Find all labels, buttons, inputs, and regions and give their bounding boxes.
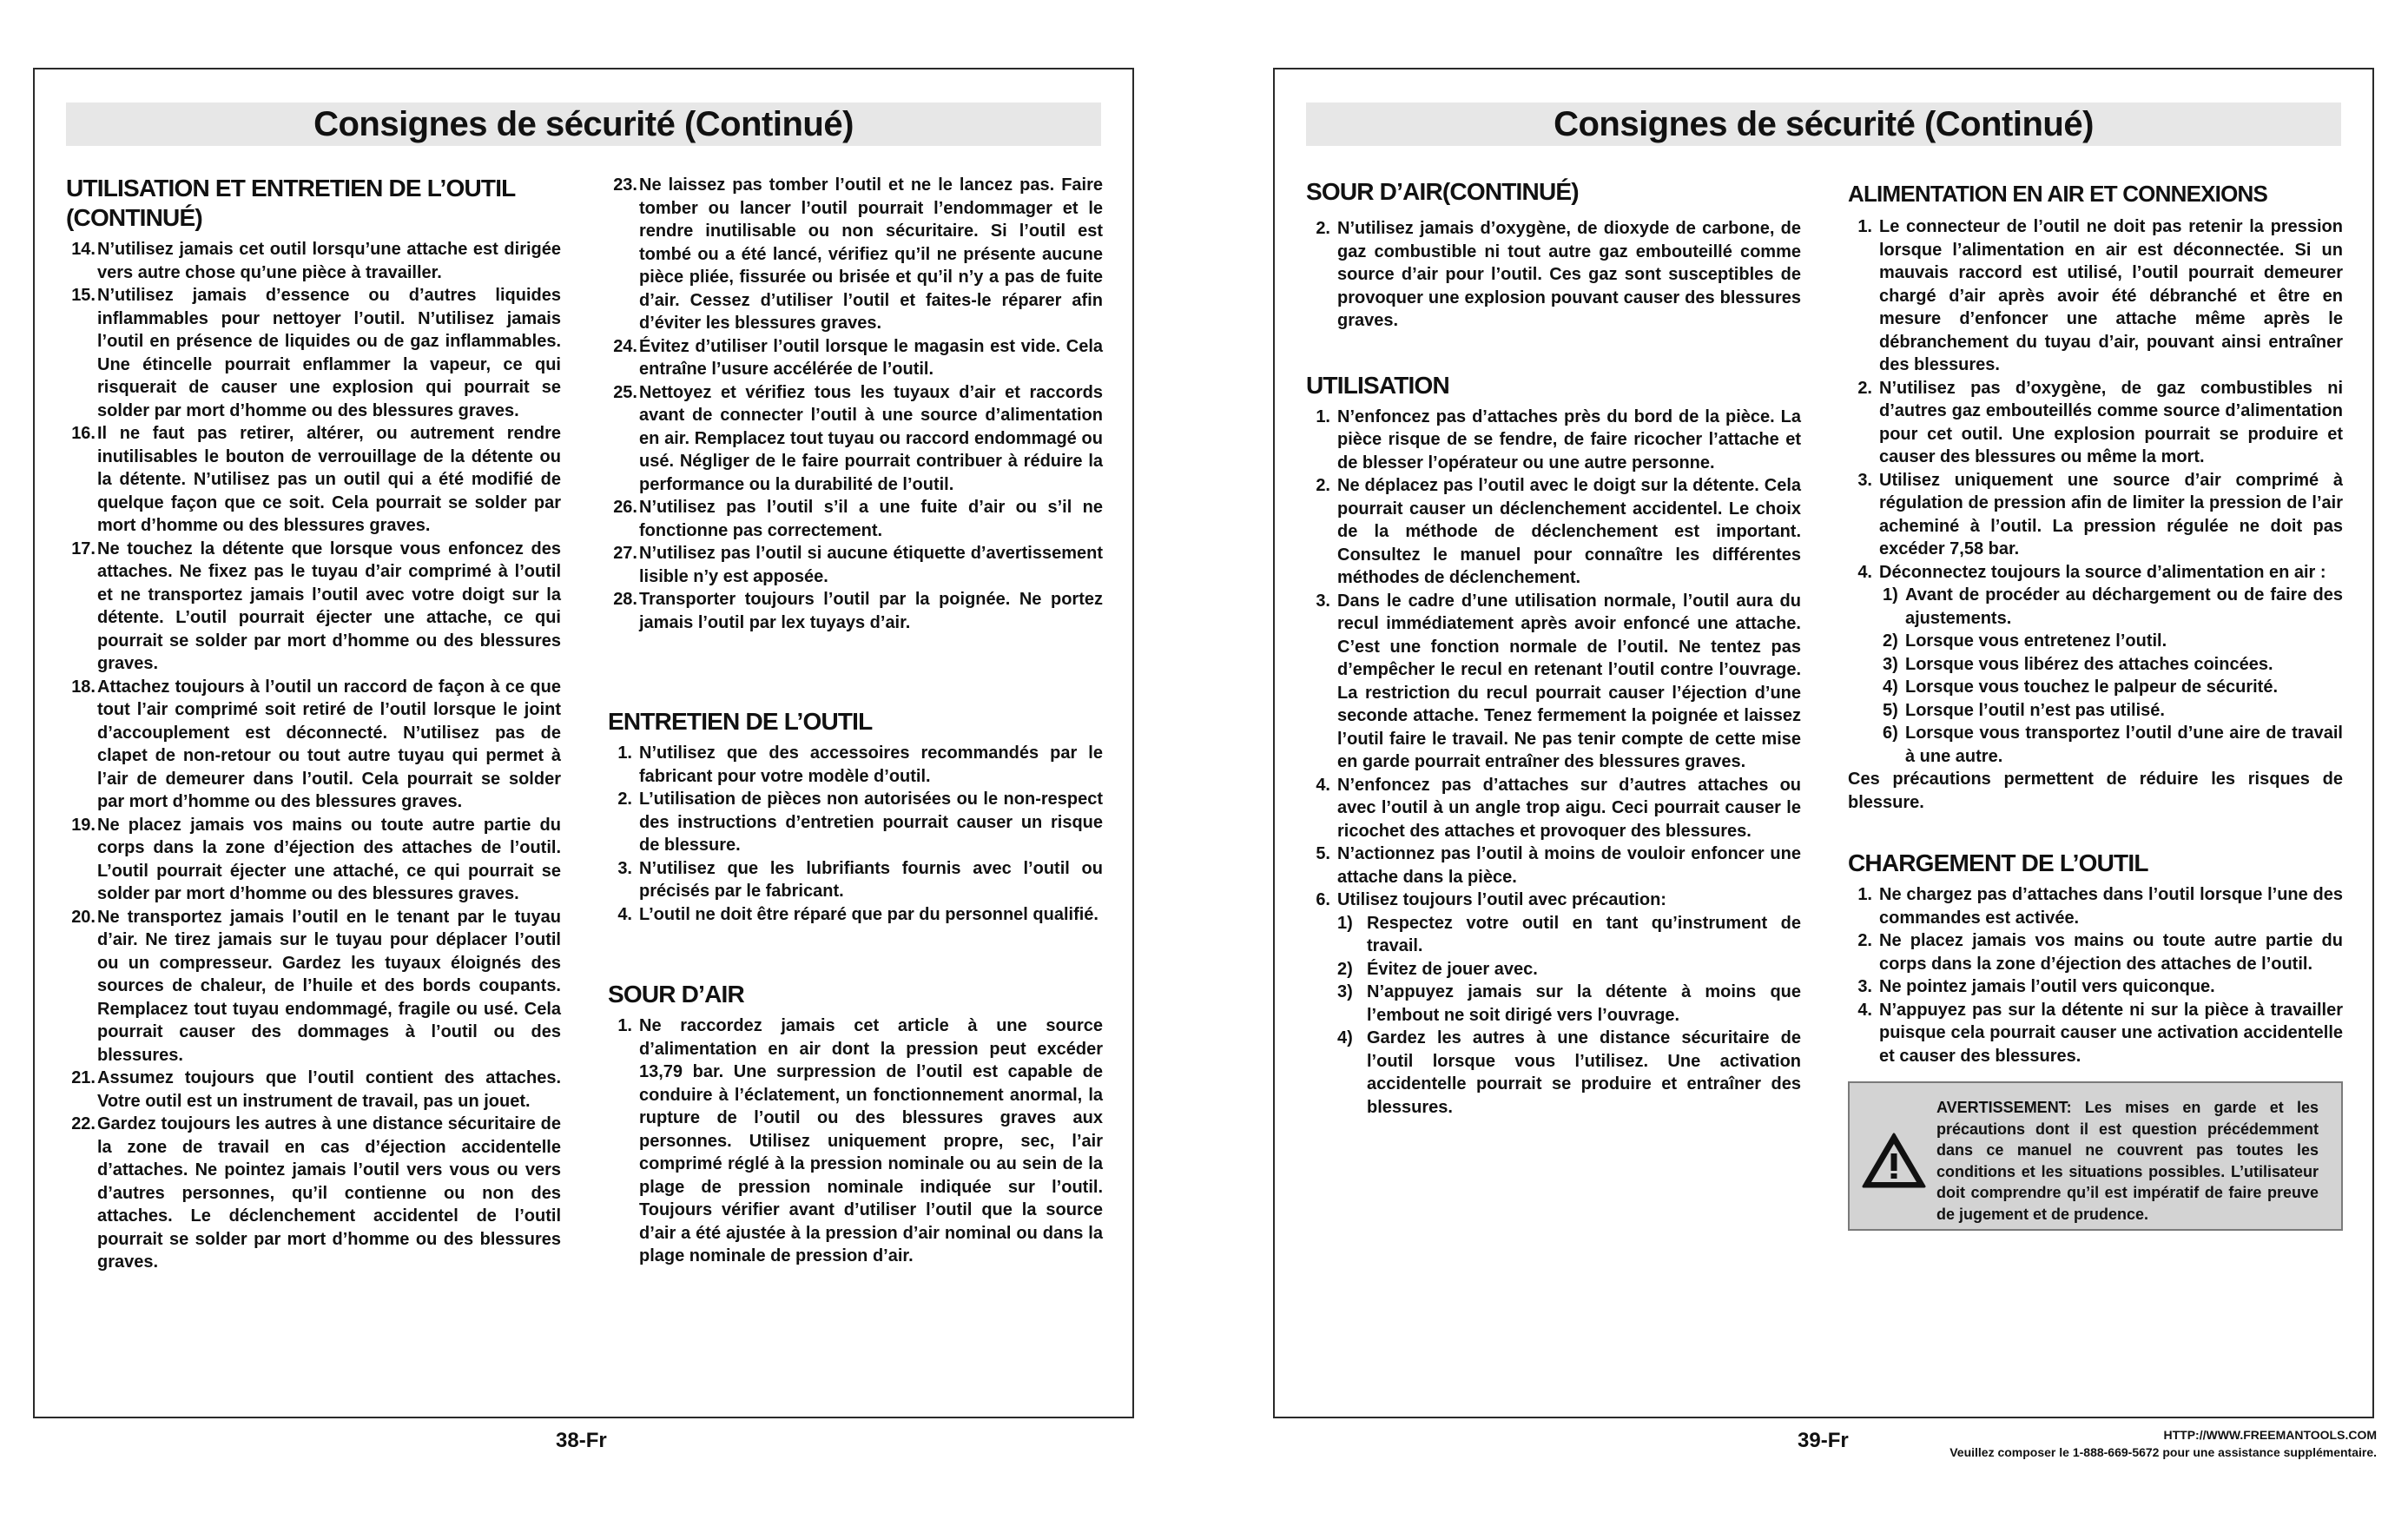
alimentation-sublist — [1848, 584, 2343, 768]
utilisation-list — [1306, 406, 1801, 912]
section-title-utilisation-entretien: UTILISATION ET ENTRETIEN DE L’OUTIL (CONTINUÉ) — [66, 175, 515, 231]
list-item: 5. N’actionnez pas l’outil à moins de vouloir enfoncer une attache dans la pièce. — [1316, 844, 1801, 887]
left-column-2 — [608, 174, 1103, 1268]
list-item: 22. Gardez toujours les autres à une distance sécuritaire de la zone de travail en cas d’éjection accidentelle d’attaches. Ne pointez jamais l’outil vers vous ou vers d’autres personnes, qu’il contienne ou non des attaches. Le déclenchement accidentel de l’outil pourrait se solder par mort d’homme ou des blessures graves. — [71, 1114, 561, 1272]
list-item: 4. Déconnectez toujours la source d’alimentation en air : — [1857, 562, 2326, 582]
list-item: 14. N’utilisez jamais cet outil lorsqu’une attache est dirigée vers autre chose qu’une pièce à travailler. — [71, 240, 561, 282]
sublist-item: 3) N’appuyez jamais sur la détente à moins que l’embout ne soit dirigé vers l’ouvrage. — [1337, 982, 1801, 1025]
sublist-item: 4) Lorsque vous touchez le palpeur de sécurité. — [1883, 677, 2278, 697]
list-item: 3. Ne pointez jamais l’outil vers quiconque. — [1857, 977, 2215, 996]
section-title-utilisation: UTILISATION — [1306, 371, 1449, 399]
left-column-1 — [66, 174, 561, 1274]
sublist-item: 3) Lorsque vous libérez des attaches coincées. — [1883, 654, 2273, 674]
list-item: 2. Ne déplacez pas l’outil avec le doigt sur la détente. Cela pourrait causer un déclenchement accidentel. Le choix de la méthode de déclenchement est important. Consultez le manuel pour connaître les différentes méthodes de déclenchement. — [1316, 476, 1801, 587]
section-title-sour-air-continue: SOUR D’AIR(CONTINUÉ) — [1306, 178, 1579, 205]
list-item: 1. N’utilisez que des accessoires recommandés par le fabricant pour votre modèle d’outil. — [617, 743, 1103, 786]
list-item: 15. N’utilisez jamais d’essence ou d’autres liquides inflammables pour nettoyer l’outil. N’utilisez jamais l’outil en présence de liquides ou de gaz inflammables. Une étincelle pourrait enflammer la vapeur, ce qui risquerait de causer une explosion qui pourrait se solder par mort d’homme ou des blessures graves. — [71, 286, 561, 420]
section-title-sour-air: SOUR D’AIR — [608, 981, 744, 1008]
warning-box — [1848, 1081, 2343, 1231]
list-item: 6. Utilisez toujours l’outil avec précaution: — [1316, 890, 1666, 909]
list-item: 2. L’utilisation de pièces non autorisées ou le non-respect des instructions d’entretien pourrait causer un risque de blessure. — [617, 790, 1103, 855]
list-item: 1. Le connecteur de l’outil ne doit pas retenir la pression lorsque l’alimentation en air est déconnectée. Si un mauvais raccord est utilisé, l’outil pourrait demeurer chargé d’air après avoir été débranché et être en mesure d’enfoncer une attache même après le débranchement du tuyau d’air, pouvant ainsi entraîner des blessures. — [1857, 217, 2343, 374]
right-page — [1273, 68, 2374, 1418]
alimentation-closing-text: Ces précautions permettent de réduire les risques de blessure. — [1848, 770, 2343, 812]
sublist-item: 2) Lorsque vous entretenez l’outil. — [1883, 631, 2167, 651]
list-item: 17. Ne touchez la détente que lorsque vous enfoncez des attaches. Ne fixez pas le tuyau d’air comprimé à l’outil et ne transportez jamais l’outil avec votre doigt sur la détente. L’outil pourrait éjecter une attache, ce qui pourrait se solder par mort d’homme ou des blessures graves. — [71, 539, 561, 673]
list-item: 28. Transporter toujours l’outil par la poignée. Ne portez jamais l’outil par lex tuyays d’air. — [613, 590, 1103, 632]
list-item: 4. L’outil ne doit être réparé que par du personnel qualifié. — [617, 904, 1098, 924]
chargement-list — [1848, 883, 2343, 1067]
list-item: 3. Dans le cadre d’une utilisation normale, l’outil aura du recul immédiatement après avoir enfoncé une attache. C’est une fonction normale de l’outil. Ne tentez pas d’empêcher le recul en retenant l’outil contre l’ouvrage. La restriction du recul pourrait causer l’éjection d’une seconde attache. Tenez fermement la poignée et laissez l’outil faire le travail. Ne pas tenir compte de cette mise en garde pourrait entraîner des blessures graves. — [1316, 591, 1801, 771]
list-item: 24. Évitez d’utiliser l’outil lorsque le magasin est vide. Cela entraîne l’usure accélérée de l’outil. — [613, 336, 1103, 379]
safety-list — [66, 238, 561, 1274]
warning-triangle-icon — [1862, 1132, 1926, 1189]
footer-contact — [1949, 1426, 2377, 1461]
list-item: 1. Ne raccordez jamais cet article à une source d’alimentation en air dont la pression peut excéder 13,79 bar. Une surpression de l’outil est capable de conduire à l’éclatement, un fonctionnement anormal, la rupture de l’outil ou des blessures graves aux personnes. Utilisez uniquement propre, sec, l’air comprimé réglé à la pression nominale ou au sein de la plage de pression nominale indiquée sur l’outil. Toujours vérifier avant d’utiliser l’outil que la source d’air a été ajustée à la pression d’air nominal ou dans la plage nominale de pression d’air. — [617, 1016, 1103, 1265]
section-title-alimentation: ALIMENTATION EN AIR ET CONNEXIONS — [1848, 181, 2268, 207]
list-item: 3. N’utilisez que les lubrifiants fournis avec l’outil ou précisés par le fabricant. — [617, 858, 1103, 901]
page-title: Consignes de sécurité (Continué) — [66, 102, 1101, 146]
list-item: 4. N’appuyez pas sur la détente ni sur la pièce à travailler puisque cela pourrait causer une activation accidentelle et causer des blessures. — [1857, 1000, 2343, 1066]
left-page — [33, 68, 1134, 1418]
list-item: 18. Attachez toujours à l’outil un raccord de façon à ce que tout l’air comprimé soit retiré de l’outil lorsque le joint d’accouplement est déconnecté. N’utilisez pas de clapet de non-retour ou tout autre tuyau qui permet à l’air de demeurer dans l’outil. Cela pourrait se solder par mort d’homme ou des blessures graves. — [71, 677, 561, 811]
alimentation-list — [1848, 215, 2343, 584]
sublist-item: 5) Lorsque l’outil n’est pas utilisé. — [1883, 700, 2165, 720]
sublist-item: 2) Évitez de jouer avec. — [1337, 959, 1538, 979]
list-item: 23. Ne laissez pas tomber l’outil et ne le lancez pas. Faire tomber ou lancer l’outil pourrait l’endommager et le rendre inutilisable ou non sécuritaire. Si l’outil est tombé ou a été lancé, vérifiez qu’il ne présente aucune pièce pliée, fissurée ou brisée et qu’il n’y a pas de fuite d’air. Cessez d’utiliser l’outil et faites-le réparer afin d’éviter les blessures graves. — [613, 175, 1103, 333]
section-title-entretien: ENTRETIEN DE L’OUTIL — [608, 708, 873, 735]
list-item: 1. N’enfoncez pas d’attaches près du bord de la pièce. La pièce risque de se fendre, de faire ricocher l’attache et de blesser l’opérateur ou une autre personne. — [1316, 406, 1801, 472]
right-column-1 — [1306, 174, 1801, 1119]
page-title: Consignes de sécurité (Continué) — [1306, 102, 2341, 146]
list-item: 27. N’utilisez pas l’outil si aucune étiquette d’avertissement lisible n’y est apposée. — [613, 544, 1103, 586]
list-item: 21. Assumez toujours que l’outil contient des attaches. Votre outil est un instrument de travail, pas un jouet. — [71, 1068, 561, 1111]
page-number: 39-Fr — [1798, 1429, 1849, 1452]
list-item: 26. N’utilisez pas l’outil s’il a une fuite d’air ou s’il ne fonctionne pas correctement. — [613, 498, 1103, 540]
entretien-list — [608, 742, 1103, 926]
list-item: 1. Ne chargez pas d’attaches dans l’outil lorsque l’une des commandes est activée. — [1857, 885, 2343, 928]
sublist-item: 1) Respectez votre outil en tant qu’instrument de travail. — [1337, 913, 1801, 955]
air-list — [608, 1014, 1103, 1268]
list-item: 19. Ne placez jamais vos mains ou toute autre partie du corps dans la zone d’éjection des attaches de l’outil. L’outil pourrait éjecter une attaché, ce qui pourrait se solder par mort d’homme ou des blessures graves. — [71, 815, 561, 903]
air-continued-list — [1306, 217, 1801, 333]
footer-url-link[interactable]: HTTP://WWW.FREEMANTOOLS.COM — [2163, 1428, 2377, 1442]
list-item: 20. Ne transportez jamais l’outil en le tenant par le tuyau d’air. Ne tirez jamais sur le tuyau pour déplacer l’outil ou un compresseur. Gardez les tuyaux éloignés des sources de chaleur, de l’huile et des bords coupants. Remplacez tout tuyau endommagé, fragile ou usé. Cela pourrait causer des dommages à l’outil ou des blessures. — [71, 907, 561, 1065]
sublist-item: 6) Lorsque vous transportez l’outil d’une aire de travail à une autre. — [1883, 724, 2343, 766]
utilisation-sublist — [1306, 912, 1801, 1120]
sublist-item: 1) Avant de procéder au déchargement ou de faire des ajustements. — [1883, 585, 2343, 628]
page-number: 38-Fr — [556, 1429, 607, 1452]
list-item: 2. Ne placez jamais vos mains ou toute autre partie du corps dans la zone d’éjection des attaches de l’outil. — [1857, 931, 2343, 974]
list-item: 4. N’enfoncez pas d’attaches sur d’autres attaches ou avec l’outil à un angle trop aigu. Ceci pourrait causer le ricochet des attaches et provoquer des blessures. — [1316, 775, 1801, 841]
section-title-chargement: CHARGEMENT DE L’OUTIL — [1848, 849, 2148, 876]
list-item: 3. Utilisez uniquement une source d’air comprimé à régulation de pression afin de limiter la pression de l’air acheminé à l’outil. La pression régulée ne doit pas excéder 7,58 bar. — [1857, 470, 2343, 558]
list-item: 2. N’utilisez pas d’oxygène, de gaz combustibles ni d’autres gaz embouteillés comme source d’alimentation pour cet outil. Une explosion pourrait se produire et causer des blessures ou même la mort. — [1857, 378, 2343, 466]
list-item: 2. N’utilisez jamais d’oxygène, de dioxyde de carbone, de gaz combustible ni tout autre gaz embouteillé comme source d’air pour l’outil. Ces gaz sont susceptibles de provoquer une explosion pouvant causer des blessures graves. — [1316, 219, 1801, 330]
list-item: 25. Nettoyez et vérifiez tous les tuyaux d’air et raccords avant de connecter l’outil à une source d’alimentation en air. Remplacez tout tuyau ou raccord endommagé ou usé. Négliger de le faire pourrait contribuer à réduire la performance ou la durabilité de l’outil. — [613, 382, 1103, 494]
footer-phone-text: Veuillez composer le 1-888-669-5672 pour une assistance supplémentaire. — [1949, 1445, 2377, 1459]
sublist-item: 4) Gardez les autres à une distance sécuritaire de l’outil lorsque vous l’utilisez. Une activation accidentelle pourrait se produire et entraîner des blessures. — [1337, 1028, 1801, 1117]
right-column-2 — [1848, 174, 2343, 1231]
list-item: 16. Il ne faut pas retirer, altérer, ou autrement rendre inutilisables le bouton de verrouillage de la détente ou la détente. N’utilisez pas un outil qui a été modifié de quelque façon que ce soit. Cela pourrait se solder par mort d’homme ou des blessures graves. — [71, 424, 561, 535]
safety-list-continued — [608, 174, 1103, 634]
warning-text: AVERTISSEMENT: Les mises en garde et les précautions dont il est question précédemment dans ce manuel ne couvrent pas toutes les conditions et les situations possibles. L’utilisateur doit comprendre qu’il est impératif de faire preuve de jugement et de prudence. — [1936, 1099, 2319, 1223]
